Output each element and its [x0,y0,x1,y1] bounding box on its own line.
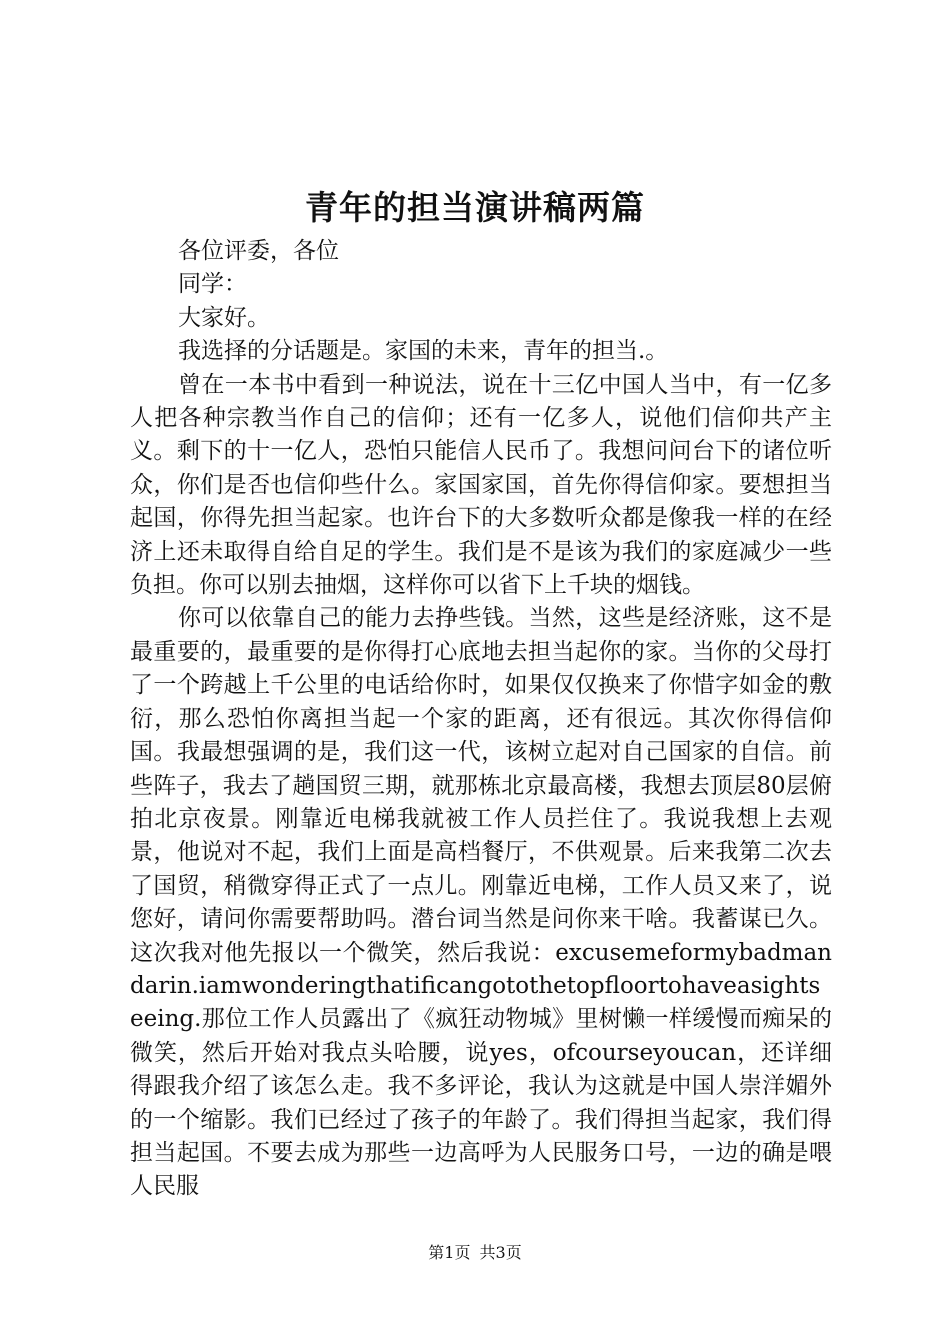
body-paragraph: 曾在一本书中看到一种说法，说在十三亿中国人当中，有一亿多人把各种宗教当作自己的信仰；还有一亿多人，说他们信仰共产主义。剩下的十一亿人，恐怕只能信人民币了。我想问问台下的诸位听众，你们是否也信仰些什么。家国家国，首先你得信仰家。要想担当起国，你得先担当起家。也许台下的大多数听众都是像我一样的在经济上还未取得自给自足的学生。我们是不是该为我们的家庭减少一些负担。你可以别去抽烟，这样你可以省下上千块的烟钱。 [130,371,832,599]
page-number: 第1页 [428,1243,471,1262]
page-footer [0,1242,950,1264]
topic-paragraph: 我选择的分话题是。家国的未来，青年的担当.。 [178,338,669,365]
greeting-line: 大家好。 [178,304,270,331]
document-title: 青年的担当演讲稿两篇 [305,188,645,227]
body-paragraph: 你可以依靠自己的能力去挣些钱。当然，这些是经济账，这不是最重要的，最重要的是你得打心底地去担当起你的家。当你的父母打了一个跨越上千公里的电话给你时，如果仅仅换来了你惜字如金的敷衍，那么恐怕你离担当起一个家的距离，还有很远。其次你得信仰国。我最想强调的是，我们这一代，该树立起对自己国家的自信。前些阵子，我去了趟国贸三期，就那栋北京最高楼，我想去顶层80层俯拍北京夜景。刚靠近电梯我就被工作人员拦住了。我说我想上去观景，他说对不起，我们上面是高档餐厅，不供观景。后来我第二次去了国贸，稍微穿得正式了一点儿。刚靠近电梯，工作人员又来了，说您好，请问你需要帮助吗。潜台词当然是问你来干啥。我蓄谋已久。这次我对他先报以一个微笑，然后我说：excusemeformybadmandarin.iamwonderingthatificangotothetopfloortohaveasightseeing.那位工作人员露出了《疯狂动物城》里树懒一样缓慢而痴呆的微笑，然后开始对我点头哈腰，说yes，ofcourseyoucan，还详细得跟我介绍了该怎么走。我不多评论，我认为这就是中国人崇洋媚外的一个缩影。我们已经过了孩子的年龄了。我们得担当起家，我们得担当起国。不要去成为那些一边高呼为人民服务口号，一边的确是喂人民服 [130,605,832,1200]
greeting-line: 同学： [178,271,247,298]
greeting-line: 各位评委，各位 [178,238,339,264]
document-body [130,235,832,1204]
page-total: 共3页 [479,1243,522,1262]
